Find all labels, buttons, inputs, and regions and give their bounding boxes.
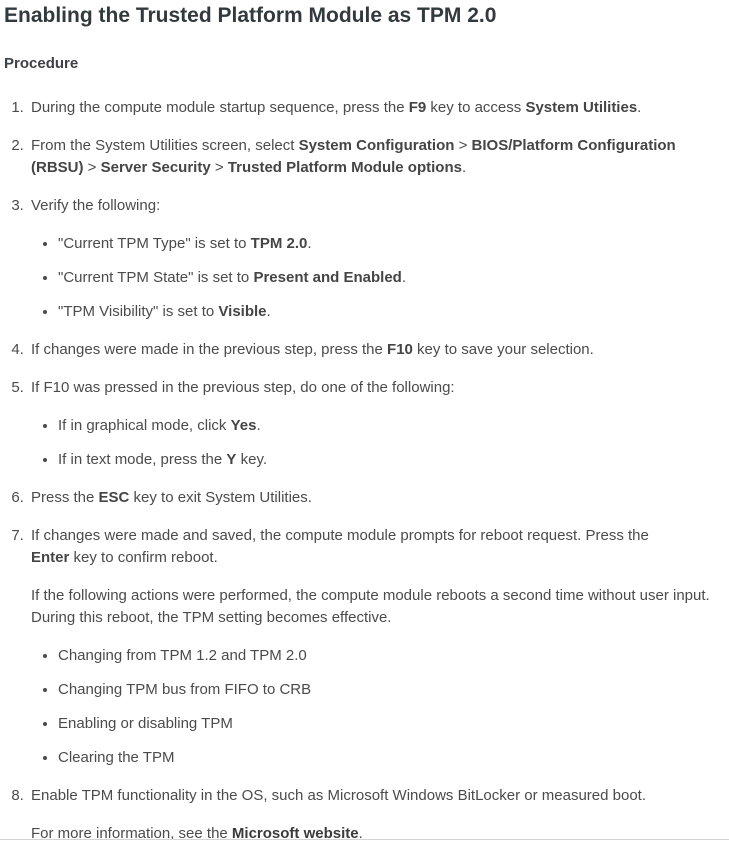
step-text <box>31 135 727 179</box>
procedure-step <box>28 525 727 769</box>
text-run: key. <box>236 451 268 468</box>
procedure-step <box>28 135 727 179</box>
text-run: Clearing the TPM <box>58 749 175 766</box>
bullet-item <box>58 301 727 323</box>
step-text <box>31 525 727 569</box>
page-title: Enabling the Trusted Platform Module as TPM 2.0 <box>4 4 497 27</box>
text-run: From the System Utilities screen, select <box>31 137 299 154</box>
text-run: > <box>83 159 101 176</box>
procedure-step <box>28 487 727 509</box>
text-run: "Current TPM Type" is set to <box>58 235 251 252</box>
text-run: . <box>401 269 406 286</box>
text-run: During the compute module startup sequence, press the <box>31 99 409 116</box>
text-run: key to exit System Utilities. <box>129 489 312 506</box>
text-run: key to access <box>426 99 526 116</box>
bold-text-run: Trusted Platform Module options <box>227 159 462 176</box>
step-text <box>31 487 727 509</box>
text-run: . <box>256 417 261 434</box>
procedure-step <box>28 339 727 361</box>
text-run: If the following actions were performed, the compute module reboots a second time without user input. During this reboot, the TPM setting becomes effective. <box>31 587 710 626</box>
text-run: Changing from TPM 1.2 and TPM 2.0 <box>58 647 307 664</box>
bold-text-run: System Utilities <box>525 99 638 116</box>
text-run: Enable TPM functionality in the OS, such as Microsoft Windows BitLocker or measured boot. <box>31 787 646 804</box>
text-run: "Current TPM State" is set to <box>58 269 254 286</box>
bold-text-run: TPM 2.0 <box>250 235 308 252</box>
text-run: For more information, see the <box>31 825 232 840</box>
text-run: If in text mode, press the <box>58 451 227 468</box>
step-text <box>31 785 727 807</box>
bullet-item <box>58 713 727 735</box>
step-bullet-list <box>31 233 727 323</box>
text-run: "TPM Visibility" is set to <box>58 303 219 320</box>
bullet-item <box>58 415 727 437</box>
step-text <box>31 339 727 361</box>
bold-text-run: Y <box>226 451 237 468</box>
bold-text-run: Server Security <box>100 159 211 176</box>
text-run: . <box>358 825 363 840</box>
bullet-item <box>58 233 727 255</box>
text-run: If changes were made and saved, the compute module prompts for reboot request. Press the <box>31 527 649 544</box>
bold-text-run: Visible <box>218 303 267 320</box>
text-run: > <box>210 159 228 176</box>
bold-text-run: F9 <box>408 99 427 116</box>
text-run: . <box>307 235 312 252</box>
step-bullet-list <box>31 645 727 769</box>
text-run: If changes were made in the previous step, press the <box>31 341 388 358</box>
procedure-step <box>28 97 727 119</box>
text-run: Press the <box>31 489 99 506</box>
bold-text-run: BIOS/Platform Configuration (RBSU) <box>31 137 676 176</box>
text-run: If F10 was pressed in the previous step, do one of the following: <box>31 379 455 396</box>
text-run: > <box>454 137 472 154</box>
text-run: Enabling or disabling TPM <box>58 715 233 732</box>
bold-text-run: Yes <box>230 417 257 434</box>
procedure-step <box>28 377 727 471</box>
step-text <box>31 97 727 119</box>
step-bullet-list <box>31 415 727 471</box>
procedure-heading: Procedure <box>4 55 79 72</box>
bullet-item <box>58 449 727 471</box>
text-run: key to confirm reboot. <box>69 549 218 566</box>
step-text <box>31 195 727 217</box>
text-run: . <box>637 99 642 116</box>
bold-text-run: ESC <box>98 489 130 506</box>
procedure-steps <box>4 97 727 840</box>
procedure-step <box>28 195 727 323</box>
text-run: Verify the following: <box>31 197 161 214</box>
text-run: . <box>266 303 271 320</box>
bold-text-run: Enter <box>31 549 70 566</box>
text-run: If in graphical mode, click <box>58 417 231 434</box>
text-run: . <box>461 159 467 176</box>
bold-text-run: F10 <box>387 341 413 358</box>
text-run: Changing TPM bus from FIFO to CRB <box>58 681 312 698</box>
bullet-item <box>58 645 727 667</box>
microsoft-website-link[interactable]: Microsoft website <box>231 825 359 840</box>
bullet-item <box>58 747 727 769</box>
step-text <box>31 377 727 399</box>
step-paragraph <box>31 823 727 840</box>
bold-text-run: System Configuration <box>298 137 455 154</box>
procedure-step <box>28 785 727 840</box>
bold-text-run: Present and Enabled <box>253 269 402 286</box>
step-paragraph <box>31 585 727 629</box>
bullet-item <box>58 679 727 701</box>
text-run: key to save your selection. <box>412 341 594 358</box>
bullet-item <box>58 267 727 289</box>
